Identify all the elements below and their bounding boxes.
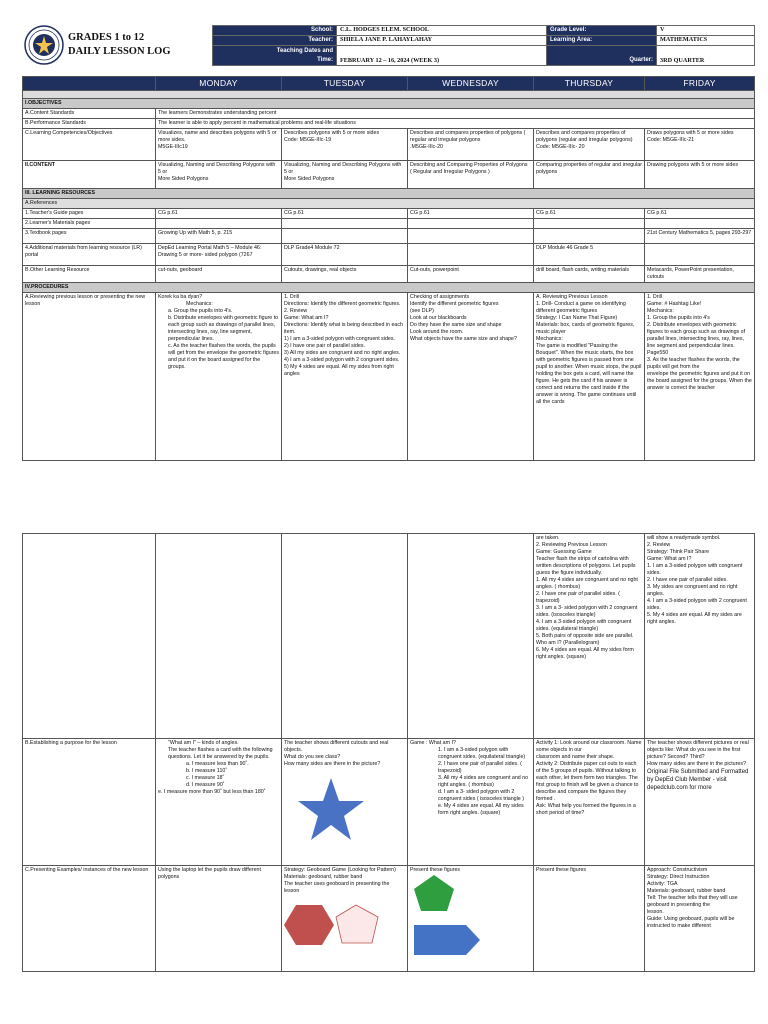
deped-seal-icon — [24, 25, 64, 65]
competency-friday: Draws polygons with 5 or more sides Code: M5GE-IIIc-21 — [645, 129, 755, 161]
star-figure — [296, 776, 366, 842]
purpose-friday-text: The teacher shows different pictures or real objects like: What do you see in the first picture? Second? Third? How many sides are there in the pictures? — [647, 740, 749, 767]
school-label: School: — [213, 26, 337, 36]
textbook-thursday — [534, 229, 645, 244]
review-monday-step-b: b. Distribute envelopes with geometric figure to each group such as drawings of parallel lines, intersecting lines, ray, line segment, perpendicular lines. — [168, 315, 279, 342]
purpose-wednesday-4: d. I am a 3- sided polygon with 2 congruent sides ( isosceles triangle ) — [438, 788, 524, 802]
textbook-tuesday — [282, 229, 408, 244]
content-label: II.CONTENT — [23, 161, 156, 189]
purpose-thursday: Activity 1: Look around our classroom. Name some objects in our classroom and name their shape. Activity 2: Distribute paper cut outs to each of the 5 groups of pupils. Without talking to each other, let them form two triangles. The first group to finish will be given a chance to describe and compare the figures they formed . Ask: What help you formed the figures in a short period of time? — [534, 739, 645, 866]
title-line-2: DAILY LESSON LOG — [68, 45, 171, 57]
content-standards-value: The learners Demonstrates understanding percent — [156, 109, 755, 119]
purpose-monday-intro: The teacher flashes a card with the following questions. Let it be answered by the pupils. — [168, 746, 273, 760]
page-2 — [22, 533, 754, 972]
area-value: MATHEMATICS — [657, 36, 755, 46]
purpose-monday-title: "What am I" – kinds of angles. — [168, 740, 239, 746]
teacher-value: SHIELA JANE P. LAHAYLAHAY — [337, 36, 547, 46]
review-monday-cont — [156, 534, 282, 739]
dates-label-line-1: Teaching Dates and — [276, 48, 333, 55]
resources-heading: III. LEARNING RESOURCES — [23, 189, 755, 199]
additional-tuesday: DLP Grade4 Module 72 — [282, 244, 408, 266]
examples-thursday: Present these figures — [534, 866, 645, 972]
grade-value: V — [657, 26, 755, 36]
review-tuesday: 1. Drill Directions: Identify the different geometric figures. 2. Review Game: What am I? Directions: Identify what is being described in each item. 1) I am a 3-sided polygon with congruent sides. 2) I have one pair of parallel sides. 3) All my sides are congruent and no right angles. 4) I am a 3-sided polygon with 2 congruent sides. 5) My 4 sides are equal. All my sides from right angles — [282, 293, 408, 461]
additional-thursday: DLP Module 46 Grade 5 — [534, 244, 645, 266]
school-value: C.L. HODGES ELEM. SCHOOL — [337, 26, 547, 36]
day-header-monday: MONDAY — [156, 77, 282, 91]
content-standards-label: A.Content Standards — [23, 109, 156, 119]
log-title — [68, 31, 171, 58]
purpose-wednesday-3: 3. All my 4 sides are congruent and no right angles. ( rhombus) — [438, 774, 529, 788]
purpose-wednesday-2: 2. I have one pair of parallel sides. ( trapezoid) — [438, 760, 522, 774]
day-header-blank — [23, 77, 156, 91]
competency-thursday: Describes and compares properties of polygons (regular and irregular polygons) Code: M5GE-IIIc- 20 — [534, 129, 645, 161]
learners-materials-friday — [645, 219, 755, 229]
lesson-table-page-1 — [22, 76, 755, 461]
spacer-row — [23, 91, 755, 99]
teachers-guide-wednesday: CG p.61 — [408, 209, 534, 219]
purpose-label: B.Establishing a purpose for the lesson — [23, 739, 156, 866]
additional-friday — [645, 244, 755, 266]
purpose-friday — [645, 739, 755, 866]
competencies-label: C.Learning Competencies/Objectives — [23, 129, 156, 161]
review-label: A.Reviewing previous lesson or presenting the new lesson — [23, 293, 156, 461]
lesson-table-page-2 — [22, 533, 755, 972]
other-wednesday: Cut-outs, powerpoint — [408, 266, 534, 283]
quarter-label: Quarter: — [547, 46, 657, 66]
review-monday-title: Korek ka ba dyan? — [158, 294, 203, 301]
review-label-cont — [23, 534, 156, 739]
day-header-wednesday: WEDNESDAY — [408, 77, 534, 91]
review-wednesday-cont — [408, 534, 534, 739]
procedures-heading: IV.PROCEDURES — [23, 283, 755, 293]
teachers-guide-friday: CG p.61 — [645, 209, 755, 219]
purpose-monday-c: c. I measure 18˚ — [186, 774, 225, 781]
pink-pentagon — [336, 905, 378, 943]
teachers-guide-tuesday: CG p.61 — [282, 209, 408, 219]
review-friday: 1. Drill Game: # Hashtag Like! Mechanics: 1. Group the pupils into 4's 2. Distribute envelopes with geometric figures to each group such as drawings of parallel lines, intersecting lines, ray, lines, line segment and perpendicular lines. Page550 3. As the teacher flashes the words, the pupils will get from the envelope the geometric figures and put it on the board assigned for the groups. When the answer is correct the teacher — [645, 293, 755, 461]
additional-wednesday — [408, 244, 534, 266]
info-table — [212, 25, 755, 66]
review-monday-step-a: a. Group the pupils into 4's. — [168, 308, 233, 315]
textbook-wednesday — [408, 229, 534, 244]
hexagon-pentagon-figures — [284, 903, 404, 947]
learners-materials-tuesday — [282, 219, 408, 229]
purpose-wednesday-5: e. My 4 sides are equal. All my sides form right angles. (square) — [438, 802, 524, 816]
other-thursday: drill board, flash cards, writing materials — [534, 266, 645, 283]
quarter-value: 3RD QUARTER — [657, 46, 755, 66]
textbook-monday: Growing Up with Math 5, p. 215 — [156, 229, 282, 244]
learners-materials-monday — [156, 219, 282, 229]
purpose-monday-d: d. I measure 90˚ — [186, 781, 225, 788]
other-tuesday: Cutouts, drawings, real objects — [282, 266, 408, 283]
teacher-label: Teacher: — [213, 36, 337, 46]
day-header-tuesday: TUESDAY — [282, 77, 408, 91]
content-wednesday: Describing and Comparing Properties of Polygons ( Regular and Irregular Polygons ) — [408, 161, 534, 189]
teachers-guide-thursday: CG p.61 — [534, 209, 645, 219]
competency-wednesday: Describes and compares properties of polygons ( regular and irregular polygons .M5GE-IIIc-20 — [408, 129, 534, 161]
learners-materials-thursday — [534, 219, 645, 229]
review-monday-step-c: c. As the teacher flashes the words, the pupils will get from the envelope the geometric figures and put it on the board assigned for the groups. — [168, 342, 279, 370]
page-1 — [22, 22, 754, 461]
performance-standards-label: B.Performance Standards — [23, 119, 156, 129]
depedclub-note: Original File Submitted and Formatted by DepEd Club Member - visit depedclub.com for more — [647, 768, 749, 791]
pentagon-arrow-figures — [414, 875, 514, 957]
objectives-heading: I.OBJECTIVES — [23, 99, 755, 109]
examples-monday: Using the laptop let the pupils draw different polygons — [156, 866, 282, 972]
performance-standards-value: The learner is able to apply percent in mathematical problems and real-life situations — [156, 119, 755, 129]
examples-friday: Approach: Constructivism Strategy: Direct Instruction Activity: TGA Materials: geoboard, rubber band Tell: The teacher tells that they will use geoboard in presenting the lesson. Guide: Using geoboard, pupils will be instructed to make different — [645, 866, 755, 972]
title-line-1: GRADES 1 to 12 — [68, 32, 145, 43]
learners-materials-wednesday — [408, 219, 534, 229]
red-hexagon — [284, 905, 334, 945]
day-header-thursday: THURSDAY — [534, 77, 645, 91]
other-friday: Metacards, PowerPoint presentation, cutouts — [645, 266, 755, 283]
teachers-guide-monday: CG p.61 — [156, 209, 282, 219]
other-monday: cut-outs, geoboard — [156, 266, 282, 283]
purpose-monday-e: e. I measure more than 90˚ but less than 180˚ — [158, 788, 266, 795]
dates-label — [213, 46, 337, 66]
examples-tuesday — [282, 866, 408, 972]
review-tuesday-cont — [282, 534, 408, 739]
blue-arrow-pentagon — [414, 925, 480, 955]
day-header-friday: FRIDAY — [645, 77, 755, 91]
references-heading: A.References — [23, 199, 755, 209]
purpose-monday-a: a. I measure less than 90˚. — [186, 760, 249, 767]
examples-wednesday — [408, 866, 534, 972]
purpose-wednesday-1: 1. I am a 3-sided polygon with congruent sides. (equilateral triangle) — [438, 746, 526, 760]
grade-label: Grade Level: — [547, 26, 657, 36]
examples-tuesday-text: Strategy: Geoboard Game (Looking for Pattern) Materials: geoboard, rubber band The teacher uses geoboard in presenting the lesson — [284, 867, 396, 894]
additional-monday: DepEd Learning Portal Math 5 – Module 46: Drawing 5 or more- sided polygon (7267 — [156, 244, 282, 266]
other-resources-label: B.Other Learning Resource — [23, 266, 156, 283]
area-label: Learning Area: — [547, 36, 657, 46]
textbook-friday: 21st Century Mathematics 5, pages 293-297 — [645, 229, 755, 244]
competency-tuesday: Describes polygons with 5 or more sides Code: M5GE-IIIc-19 — [282, 129, 408, 161]
review-monday-mechanics: Mechanics: — [186, 301, 213, 308]
content-tuesday: Visualizing, Naming and Describing Polygons with 5 or More Sided Polygons — [282, 161, 408, 189]
dates-label-line-2: Time: — [317, 56, 333, 63]
review-thursday-cont: are taken. 2. Reviewing Previous Lesson Game: Guessing Game Teacher flash the strips of cartolina with written descriptions of polygons. Let pupils guess the figure individually. 1. All my 4 sides are congruent and no right angles. ( rhombus) 2. I have one pair of parallel sides. ( trapezoid) 3. I am a 3- sided polygon with 2 congruent sides. (isosceles triangle) 4. I am a 3-sided polygon with congruent sides. (equilateral triangle) 5. Both pairs of opposite side are parallel. Who am I? (Parallelogram) 6. My 4 sides are equal. All my sides form right angles. (square) — [534, 534, 645, 739]
competency-monday: Visualizes, name and describes polygons with 5 or more sides. M5GE-IIIc19 — [156, 129, 282, 161]
examples-label: C.Presenting Examples/ instances of the new lesson — [23, 866, 156, 972]
purpose-monday — [156, 739, 282, 866]
content-thursday: Comparing properties of regular and irregular polygons — [534, 161, 645, 189]
purpose-tuesday — [282, 739, 408, 866]
purpose-wednesday-title: Game : What am I? — [410, 740, 456, 746]
examples-wednesday-text: Present these figures — [410, 867, 461, 873]
review-monday — [156, 293, 282, 461]
purpose-monday-b: b. I measure 110˚ — [186, 767, 228, 774]
learners-materials-label: 2.Learner's Materials pages — [23, 219, 156, 229]
review-thursday: A. Reviewing Previous Lesson 1. Drill- Conduct a game on identifying different geometric figures Strategy: I Can Name That Figure) Materials: box, cards of geometric figures, music player Mechanics: The game is modified "Passing the Bouquet". When the music starts, the box with geometric figures is passed from one pupil to another. When music stops, the pupil holding the box gets a card, will name the figure. He gets the card if his answer is correct and returns the card inside if the answer is wrong. The game continues until all the cards — [534, 293, 645, 461]
textbook-label: 3.Textbook pages — [23, 229, 156, 244]
content-friday: Drawing polygons with 5 or more sides — [645, 161, 755, 189]
purpose-tuesday-text: The teacher shows different cutouts and real objects. What do you see class? How many sides are there in the picture? — [284, 740, 389, 767]
content-monday: Visualizing, Naming and Describing Polygons with 5 or More Sided Polygons — [156, 161, 282, 189]
purpose-wednesday — [408, 739, 534, 866]
green-pentagon — [414, 875, 454, 911]
teachers-guide-label: 1.Teacher's Guide pages — [23, 209, 156, 219]
document-header — [22, 22, 754, 76]
dates-value: FEBRUARY 12 – 16, 2024 (WEEK 3) — [337, 46, 547, 66]
additional-materials-label: 4.Additional materials from learning resource (LR) portal — [23, 244, 156, 266]
review-friday-cont: will show a readymade symbol. 2. Review Strategy: Think Pair Share Game: What am I? 1. I am a 3-sided polygon with congruent sides. 2. I have one pair of parallel sides. 3. My sides are congruent and no right angles. 4. I am a 3-sided polygon with 2 congruent sides. 5. My 4 sides are equal. All my sides are right angles. — [645, 534, 755, 739]
review-wednesday: Checking of assignments Identify the different geometric figures (see DLP) Look at our blackboards Do they have the same size and shape Look around the room. What objects have the same size and shape? — [408, 293, 534, 461]
